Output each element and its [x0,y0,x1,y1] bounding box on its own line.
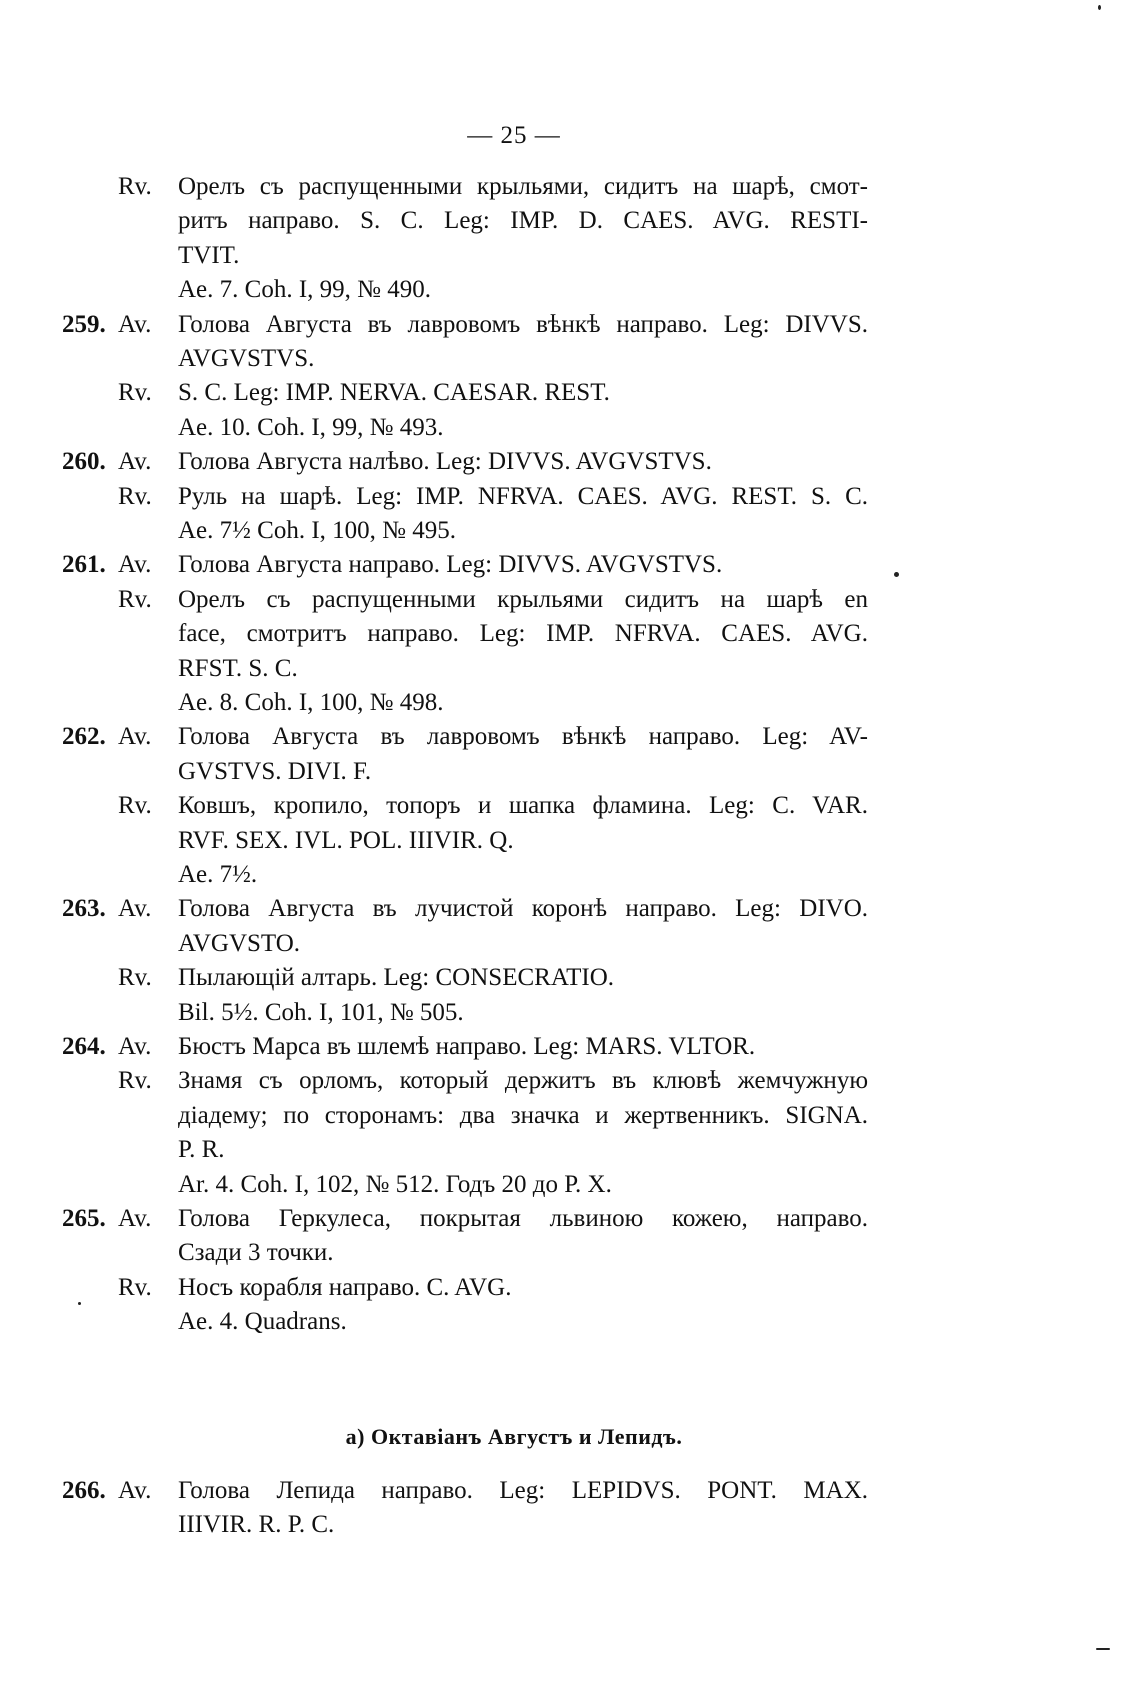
entry-text: Ae. 7½. [178,861,258,888]
entry-text: Орелъ съ распущенными крыльями, сидитъ на шарѣ, смот- [178,173,868,200]
scan-speck [894,572,899,577]
entry-number: 262. [62,723,106,751]
side-label: Rv. [118,1067,152,1095]
entry-text: Бюстъ Марса въ шлемѣ направо. Leg: MARS. VLTOR. [178,1033,756,1060]
entry-text: Голова Августа въ лавровомъ вѣнкѣ направо. Leg: AV- [178,723,868,751]
entry-number: 266. [62,1477,106,1504]
entry-number: 261. [62,551,106,579]
entry-text: Руль на шарѣ. Leg: IMP. NFRVA. CAES. AVG. REST. S. C. [178,482,868,510]
entry-text: Сзади 3 точки. [178,1239,334,1267]
side-label: Rv. [118,964,152,992]
entry-text: IIIVIR. R. P. C. [178,1511,335,1539]
entry-number: 264. [62,1033,106,1060]
side-label: Av. [118,895,152,923]
scan-speck [1098,5,1101,10]
entry-text: Голова Августа направо. Leg: DIVVS. AVGVSTVS. [178,551,723,579]
entry-text: Ae. 7. Coh. I, 99, № 490. [178,276,432,304]
entry-text: RVF. SEX. IVL. POL. IIIVIR. Q. [178,826,514,854]
side-label: Rv. [118,1273,152,1301]
entry-text: GVSTVS. DIVI. F. [178,757,372,785]
side-label: Av. [118,1033,152,1060]
scan-speck [78,1302,81,1305]
entry-text: TVIT. [178,241,240,269]
entry-text: RFST. S. C. [178,654,298,682]
side-label: Rv. [118,379,152,407]
entry-text: S. C. Leg: IMP. NERVA. CAESAR. REST. [178,379,610,407]
entry-text: Орелъ съ распущенными крыльями сидитъ на шарѣ en [178,585,868,613]
entry-text: діадему; по сторонамъ: два значка и жертвенникъ. SIGNA. [178,1101,868,1129]
entry-text: Знамя съ орломъ, который держитъ въ клювѣ жемчужную [178,1067,868,1095]
entry-text: AVGVSTVS. [178,345,315,372]
entry-text: AVGVSTO. [178,929,301,957]
side-label: Av. [118,448,152,476]
entry-text: face, смотритъ направо. Leg: IMP. NFRVA. CAES. AVG. [178,620,868,648]
side-label: Rv. [118,482,152,510]
entry-text: Пылающій алтарь. Leg: CONSECRATIO. [178,964,614,992]
side-label: Av. [118,310,152,338]
entry-text: P. R. [178,1136,225,1164]
entry-text: Ae. 4. Quadrans. [178,1308,347,1336]
side-label: Rv. [118,173,152,200]
entry-number: 260. [62,448,106,476]
section-heading: a) Октавіанъ Августъ и Лепидъ. [345,1424,683,1449]
entry-text: Bil. 5½. Coh. I, 101, № 505. [178,998,464,1026]
entry-number: 265. [62,1205,106,1232]
entry-text: Ae. 7½ Coh. I, 100, № 495. [178,517,457,544]
side-label: Av. [118,1205,152,1232]
side-label: Av. [118,723,152,751]
entry-text: Носъ корабля направо. C. AVG. [178,1273,512,1301]
entry-text: Голова Августа въ лучистой коронѣ направо. Leg: DIVO. [178,895,868,923]
entry-text: ритъ направо. S. C. Leg: IMP. D. CAES. AVG. RESTI- [178,207,868,235]
entry-text: Ae. 8. Coh. I, 100, № 498. [178,689,444,716]
entry-text: Голова Августа въ лавровомъ вѣнкѣ направо. Leg: DIVVS. [178,310,868,338]
entry-text: Ar. 4. Coh. I, 102, № 512. Годъ 20 до Р. X. [178,1170,612,1198]
entry-text: Ковшъ, кропило, топоръ и шапка фламина. Leg: C. VAR. [178,792,868,820]
entry-text: Голова Лепида направо. Leg: LEPIDVS. PONT. MAX. [178,1477,868,1504]
page-number: — 25 — [467,122,561,149]
entry-number: 263. [62,895,106,923]
side-label: Av. [118,551,152,579]
scan-speck [1096,1648,1110,1650]
entry-text: Ae. 10. Coh. I, 99, № 493. [178,413,444,441]
side-label: Av. [118,1477,152,1504]
side-label: Rv. [118,792,152,820]
entry-text: Голова Геркулеса, покрытая львиною кожею, направо. [178,1205,868,1232]
entry-number: 259. [62,310,106,338]
entry-text: Голова Августа налѣво. Leg: DIVVS. AVGVSTVS. [178,448,712,476]
side-label: Rv. [118,585,152,613]
